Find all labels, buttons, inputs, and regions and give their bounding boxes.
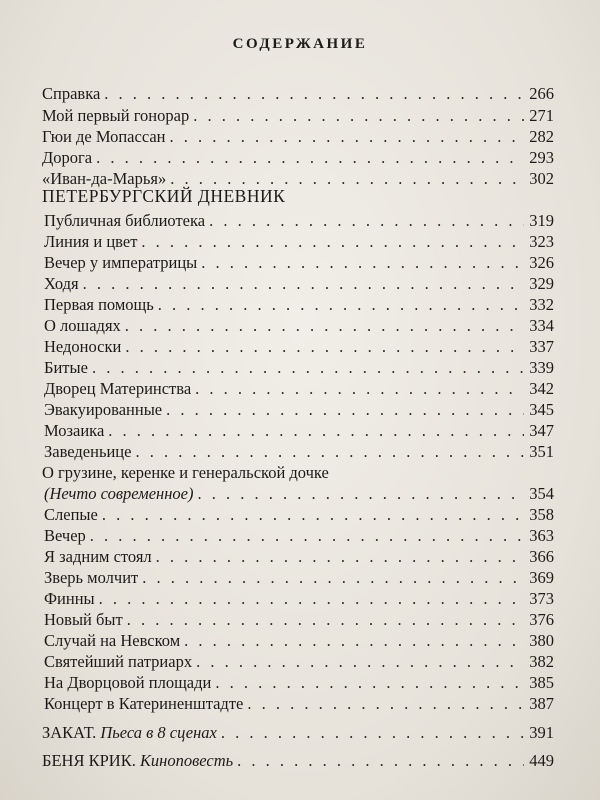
toc-entry [44, 526, 554, 546]
entry-title: «Иван-да-Марья» [42, 169, 167, 188]
entry-page: 329 [529, 274, 554, 293]
toc-entry [44, 547, 554, 567]
leader-dots [221, 723, 524, 743]
entry-subtitle: Пьеса в 8 сценах [100, 723, 217, 742]
entry-page: 376 [529, 610, 554, 629]
leader-dots [142, 568, 524, 588]
entry-page: 293 [529, 148, 554, 167]
toc-entry [44, 337, 554, 357]
entry-page: 449 [529, 751, 554, 770]
toc-entry [44, 652, 554, 672]
leader-dots [108, 421, 524, 441]
entry-title: Недоноски [44, 337, 122, 356]
entry-page: 373 [529, 589, 554, 608]
entry-title: Эвакуированные [44, 400, 163, 419]
entry-title: Вечер у императрицы [44, 253, 198, 272]
entry-page: 337 [529, 337, 554, 356]
leader-dots [158, 295, 524, 315]
toc-entry [44, 442, 554, 462]
toc-entry [42, 723, 554, 743]
entry-title: Публичная библиотека [44, 211, 206, 230]
toc-entry [44, 358, 554, 378]
toc-entry [44, 610, 554, 630]
entry-page: 369 [529, 568, 554, 587]
toc-entry [42, 84, 554, 104]
leader-dots [83, 274, 524, 294]
entry-title: Финны [44, 589, 95, 608]
entry-title-line1: О грузине, керенке и генеральской дочке [42, 463, 329, 482]
entry-title: Мозаика [44, 421, 105, 440]
leader-dots [237, 751, 524, 771]
toc-entry [44, 253, 554, 273]
toc-title: СОДЕРЖАНИЕ [232, 36, 368, 52]
leader-dots [125, 316, 524, 336]
entry-title: Ходя [44, 274, 79, 293]
entry-page: 358 [529, 505, 554, 524]
entry-subtitle: Киноповесть [139, 751, 234, 770]
entry-page: 266 [529, 84, 554, 103]
entry-page: 326 [529, 253, 554, 272]
entry-title: Дорога [42, 148, 93, 167]
leader-dots [170, 127, 524, 147]
toc-entry [42, 751, 554, 771]
entry-title: Вечер [44, 526, 86, 545]
entry-title: Слепые [44, 505, 98, 524]
leader-dots [197, 484, 524, 504]
leader-dots [90, 526, 524, 546]
entry-page: 391 [529, 723, 554, 742]
entry-page: 363 [529, 526, 554, 545]
toc-entry [44, 379, 554, 399]
entry-page: 323 [529, 232, 554, 251]
entry-page: 351 [529, 442, 554, 461]
toc-entry [44, 295, 554, 315]
entry-page: 302 [529, 169, 554, 188]
entry-title: Святейший патриарх [44, 652, 193, 671]
leader-dots [96, 148, 524, 168]
entry-page: 339 [529, 358, 554, 377]
leader-dots [209, 211, 524, 231]
leader-dots [196, 652, 524, 672]
entry-title: Мой первый гонорар [42, 106, 190, 125]
entry-title: Случай на Невском [44, 631, 181, 650]
entry-page: 385 [529, 673, 554, 692]
leader-dots [193, 106, 524, 126]
entry-page: 387 [529, 694, 554, 713]
leader-dots [135, 442, 524, 462]
leader-dots [156, 547, 524, 567]
entry-subtitle: (Нечто современное) [44, 484, 194, 503]
entry-page: 271 [529, 106, 554, 125]
toc-entry [44, 316, 554, 336]
toc-entry [42, 148, 554, 168]
leader-dots [184, 631, 524, 651]
toc-entry [44, 274, 554, 294]
entry-page: 334 [529, 316, 554, 335]
toc-entry [44, 673, 554, 693]
leader-dots [247, 694, 524, 714]
leader-dots [127, 610, 524, 630]
toc-entry [42, 127, 554, 147]
entry-title: Гюи де Мопассан [42, 127, 166, 146]
toc-entry [44, 568, 554, 588]
toc-entry [44, 421, 554, 441]
entry-title: Я задним стоял [44, 547, 152, 566]
toc-entry [44, 631, 554, 651]
entry-title: Линия и цвет [44, 232, 138, 251]
toc-entry [44, 232, 554, 252]
toc-entry [44, 505, 554, 525]
entry-title: На Дворцовой площади [44, 673, 212, 692]
toc-entry [44, 694, 554, 714]
entry-title: О лошадях [44, 316, 121, 335]
leader-dots [201, 253, 524, 273]
entry-title: Справка [42, 84, 101, 103]
toc-entry [42, 106, 554, 126]
leader-dots [125, 337, 524, 357]
toc-entry [44, 589, 554, 609]
entry-page: 354 [529, 484, 554, 503]
entry-title: Зверь молчит [44, 568, 139, 587]
entry-page: 382 [529, 652, 554, 671]
entry-page: 332 [529, 295, 554, 314]
entry-page: 345 [529, 400, 554, 419]
leader-dots [195, 379, 524, 399]
entry-title: Дворец Материнства [44, 379, 192, 398]
entry-page: 342 [529, 379, 554, 398]
entry-page: 282 [529, 127, 554, 146]
leader-dots [215, 673, 524, 693]
toc-entry [44, 211, 554, 231]
entry-page: 347 [529, 421, 554, 440]
entry-page: 366 [529, 547, 554, 566]
leader-dots [102, 505, 524, 525]
entry-title: Заведеньице [44, 442, 132, 461]
entry-title: БЕНЯ КРИК. [42, 751, 136, 770]
entry-page: 319 [529, 211, 554, 230]
leader-dots [92, 358, 524, 378]
toc-entry [44, 400, 554, 420]
entry-title: Концерт в Катериненштадте [44, 694, 244, 713]
leader-dots [99, 589, 524, 609]
leader-dots [166, 400, 524, 420]
section-heading: ПЕТЕРБУРГСКИЙ ДНЕВНИК [42, 186, 286, 206]
toc-entry [44, 484, 554, 504]
leader-dots [141, 232, 524, 252]
entry-title: ЗАКАТ. [42, 723, 97, 742]
entry-title: Первая помощь [44, 295, 154, 314]
leader-dots [104, 84, 524, 104]
entry-title: Битые [44, 358, 88, 377]
entry-title: Новый быт [44, 610, 123, 629]
entry-page: 380 [529, 631, 554, 650]
